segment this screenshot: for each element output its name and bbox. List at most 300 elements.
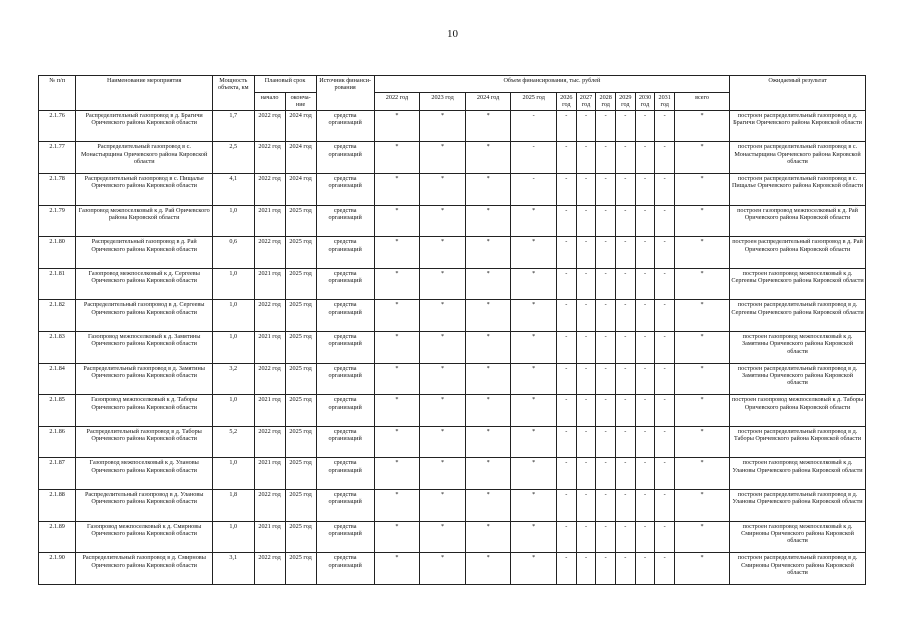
row-value: - [655,110,675,142]
row-name: Распределительный газопровод в д. Рай Оричевского района Кировской области [76,237,213,269]
row-value: * [374,174,420,206]
row-value: * [420,110,466,142]
row-value: - [511,174,557,206]
row-value: * [374,395,420,427]
row-result: построен распределительный газопровод в д. Сергеевы Оричевского района Кировской области [730,300,866,332]
header-year-2031: 2031 год [655,93,675,111]
row-value: - [596,237,616,269]
row-value: - [655,205,675,237]
row-start: 2022 год [254,142,285,174]
row-start: 2022 год [254,110,285,142]
row-value: * [420,142,466,174]
row-value: - [576,521,596,553]
row-value: - [556,395,576,427]
row-result: построен распределительный газопровод в д. Таборы Оричевского района Кировской области [730,426,866,458]
row-num: 2.1.78 [39,174,76,206]
row-value: - [655,395,675,427]
row-value: - [635,174,655,206]
row-value: - [635,395,655,427]
row-name: Распределительный газопровод в д. Смирновы Оричевского района Кировской области [76,553,213,585]
row-value: - [556,237,576,269]
row-value: * [675,268,730,300]
row-value: - [655,174,675,206]
row-value: * [465,237,511,269]
row-value: - [596,553,616,585]
row-value: - [576,458,596,490]
row-value: - [596,363,616,395]
row-value: * [420,426,466,458]
row-result: построен распределительный газопровод в д. Улановы Оричевского района Кировской области [730,489,866,521]
row-value: * [420,205,466,237]
row-capacity: 2,5 [213,142,254,174]
row-value: * [675,395,730,427]
row-value: * [465,110,511,142]
row-value: - [616,489,636,521]
row-value: * [374,521,420,553]
row-capacity: 1,0 [213,521,254,553]
header-term: Плановый срок [254,76,316,93]
row-end: 2025 год [285,363,316,395]
row-value: * [675,205,730,237]
header-funding: Объем финансирования, тыс. рублей [374,76,729,93]
row-num: 2.1.86 [39,426,76,458]
row-value: - [556,142,576,174]
row-num: 2.1.81 [39,268,76,300]
row-end: 2024 год [285,110,316,142]
row-value: - [576,395,596,427]
row-value: - [576,300,596,332]
row-value: - [576,363,596,395]
row-value: - [576,110,596,142]
row-num: 2.1.90 [39,553,76,585]
row-name: Распределительный газопровод в с. Монастырщина Оричевского района Кировской области [76,142,213,174]
row-value: * [374,205,420,237]
table-row [39,300,866,332]
row-result: построен распределительный газопровод в с. Пищалье Оричевского района Кировской области [730,174,866,206]
row-capacity: 1,0 [213,300,254,332]
row-value: - [655,458,675,490]
row-value: * [374,268,420,300]
row-value: - [556,426,576,458]
row-start: 2021 год [254,521,285,553]
row-value: - [655,489,675,521]
row-num: 2.1.79 [39,205,76,237]
row-end: 2025 год [285,521,316,553]
row-value: - [556,489,576,521]
row-value: - [655,331,675,363]
row-source: средства организаций [316,458,374,490]
row-value: * [511,521,557,553]
row-value: - [596,205,616,237]
row-capacity: 1,0 [213,331,254,363]
table-row [39,205,866,237]
row-source: средства организаций [316,395,374,427]
row-value: - [576,426,596,458]
row-value: * [465,174,511,206]
table-row [39,489,866,521]
row-value: * [420,363,466,395]
row-value: - [635,205,655,237]
header-year-2028: 2028 год [596,93,616,111]
row-value: - [616,458,636,490]
row-value: * [374,142,420,174]
row-num: 2.1.87 [39,458,76,490]
row-value: * [374,237,420,269]
header-capacity: Мощность объекта, км [213,76,254,111]
row-value: - [576,237,596,269]
row-end: 2025 год [285,331,316,363]
row-value: * [511,300,557,332]
row-result: построен газопровод межпоселковый к д. Улановы Оричевского района Кировской области [730,458,866,490]
row-start: 2022 год [254,426,285,458]
row-value: * [420,268,466,300]
row-start: 2022 год [254,237,285,269]
table-row [39,553,866,585]
header-num: № п/п [39,76,76,111]
header-year-2030: 2030 год [635,93,655,111]
row-value: - [655,363,675,395]
row-value: - [556,331,576,363]
row-value: * [465,142,511,174]
table-row [39,331,866,363]
row-result: построен газопровод межпоселковый к д. Замятины Оричевского района Кировской области [730,331,866,363]
row-value: - [616,426,636,458]
row-value: - [596,426,616,458]
row-value: - [556,363,576,395]
row-name: Газопровод межпоселковый к д. Сергеевы Оричевского района Кировской области [76,268,213,300]
row-value: - [655,268,675,300]
row-name: Газопровод межпоселковый к д. Смирновы Оричевского района Кировской области [76,521,213,553]
row-value: - [616,110,636,142]
row-value: * [465,268,511,300]
row-value: * [374,331,420,363]
row-value: * [675,331,730,363]
row-value: - [576,174,596,206]
row-value: * [420,174,466,206]
row-value: * [420,331,466,363]
row-result: построен распределительный газопровод в д. Замятины Оричевского района Кировской области [730,363,866,395]
row-name: Распределительный газопровод в д. Сергеевы Оричевского района Кировской области [76,300,213,332]
row-num: 2.1.85 [39,395,76,427]
table-header [39,76,866,111]
row-source: средства организаций [316,237,374,269]
row-value: * [465,521,511,553]
row-value: - [596,142,616,174]
row-source: средства организаций [316,174,374,206]
row-value: - [556,458,576,490]
row-value: - [556,110,576,142]
row-name: Газопровод межпоселковый к д. Таборы Оричевского района Кировской области [76,395,213,427]
row-value: * [675,110,730,142]
table-row [39,426,866,458]
row-value: - [576,331,596,363]
row-name: Распределительный газопровод в д. Таборы Оричевского района Кировской области [76,426,213,458]
row-value: * [675,300,730,332]
row-end: 2025 год [285,553,316,585]
row-num: 2.1.77 [39,142,76,174]
row-num: 2.1.82 [39,300,76,332]
row-value: - [635,142,655,174]
row-end: 2024 год [285,174,316,206]
row-value: - [635,458,655,490]
row-num: 2.1.88 [39,489,76,521]
row-result: построен газопровод межпоселковый к д. Таборы Оричевского района Кировской области [730,395,866,427]
row-capacity: 1,7 [213,110,254,142]
row-value: - [511,110,557,142]
row-value: - [616,142,636,174]
row-value: * [465,300,511,332]
row-name: Газопровод межпоселковый к д. Улановы Оричевского района Кировской области [76,458,213,490]
row-value: - [655,426,675,458]
row-result: построен распределительный газопровод в с. Монастырщина Оричевского района Кировской области [730,142,866,174]
table-row [39,363,866,395]
page-number: 10 [447,28,458,40]
row-value: - [556,300,576,332]
row-value: - [635,489,655,521]
row-value: - [635,331,655,363]
row-value: - [596,489,616,521]
row-value: * [511,205,557,237]
row-source: средства организаций [316,489,374,521]
row-value: * [420,300,466,332]
row-end: 2025 год [285,205,316,237]
row-value: * [465,426,511,458]
row-value: - [635,300,655,332]
row-value: - [616,331,636,363]
row-start: 2021 год [254,331,285,363]
table-row [39,458,866,490]
table-row [39,268,866,300]
row-value: - [616,395,636,427]
row-value: - [596,458,616,490]
row-value: - [576,142,596,174]
row-value: * [465,458,511,490]
row-value: - [576,489,596,521]
row-value: - [616,300,636,332]
row-value: - [616,268,636,300]
row-value: - [616,363,636,395]
row-value: * [420,521,466,553]
row-end: 2025 год [285,426,316,458]
row-capacity: 3,2 [213,363,254,395]
row-num: 2.1.80 [39,237,76,269]
row-num: 2.1.76 [39,110,76,142]
row-name: Газопровод межпоселковый к д. Рай Оричевского района Кировской области [76,205,213,237]
row-num: 2.1.89 [39,521,76,553]
row-value: - [596,110,616,142]
row-value: - [655,553,675,585]
row-value: - [556,205,576,237]
table-body [39,110,866,584]
row-source: средства организаций [316,553,374,585]
row-value: * [511,489,557,521]
row-value: * [465,205,511,237]
row-capacity: 1,8 [213,489,254,521]
row-value: - [655,237,675,269]
header-result: Ожидаемый результат [730,76,866,111]
row-name: Распределительный газопровод в д. Брагичи Оричевского района Кировской области [76,110,213,142]
row-value: * [465,489,511,521]
row-value: * [511,395,557,427]
row-value: * [465,553,511,585]
row-value: * [465,331,511,363]
row-value: - [596,300,616,332]
row-value: * [675,458,730,490]
table-row [39,110,866,142]
row-capacity: 1,0 [213,458,254,490]
row-value: * [374,553,420,585]
header-year-2027: 2027 год [576,93,596,111]
row-value: - [635,110,655,142]
table-row [39,395,866,427]
row-source: средства организаций [316,142,374,174]
row-source: средства организаций [316,331,374,363]
row-value: - [576,553,596,585]
row-value: - [576,268,596,300]
row-source: средства организаций [316,363,374,395]
row-result: построен газопровод межпоселковый к д. Смирновы Оричевского района Кировской области [730,521,866,553]
row-value: * [420,458,466,490]
header-term-start: начало [254,93,285,111]
row-capacity: 1,0 [213,268,254,300]
row-num: 2.1.84 [39,363,76,395]
row-capacity: 4,1 [213,174,254,206]
row-end: 2025 год [285,489,316,521]
row-source: средства организаций [316,521,374,553]
row-end: 2025 год [285,237,316,269]
row-value: - [635,426,655,458]
row-start: 2021 год [254,268,285,300]
row-value: - [655,142,675,174]
header-year-2025: 2025 год [511,93,557,111]
row-value: - [616,553,636,585]
row-value: * [374,363,420,395]
table-row [39,174,866,206]
row-value: * [675,174,730,206]
table-row [39,142,866,174]
row-name: Газопровод межпоселковый к д. Замятины Оричевского района Кировской области [76,331,213,363]
row-value: * [374,426,420,458]
row-value: * [420,553,466,585]
funding-table [38,75,866,585]
row-capacity: 1,0 [213,395,254,427]
row-end: 2024 год [285,142,316,174]
row-value: - [596,331,616,363]
row-result: построен распределительный газопровод в д. Брагичи Оричевского района Кировской области [730,110,866,142]
row-value: * [511,268,557,300]
row-value: - [596,174,616,206]
row-end: 2025 год [285,395,316,427]
row-value: - [556,521,576,553]
row-value: * [675,553,730,585]
row-value: - [616,237,636,269]
row-end: 2025 год [285,300,316,332]
row-value: - [596,395,616,427]
row-value: * [675,142,730,174]
row-value: - [635,521,655,553]
row-value: - [655,300,675,332]
row-value: * [420,237,466,269]
row-start: 2022 год [254,553,285,585]
row-value: * [420,395,466,427]
row-capacity: 3,1 [213,553,254,585]
header-year-2024: 2024 год [465,93,511,111]
row-capacity: 5,2 [213,426,254,458]
row-source: средства организаций [316,268,374,300]
row-value: - [616,521,636,553]
row-result: построен распределительный газопровод в д. Смирновы Оричевского района Кировской области [730,553,866,585]
header-term-end: оконча-ние [285,93,316,111]
header-name: Наименование мероприятия [76,76,213,111]
header-source: Источник финанси-рования [316,76,374,111]
table-row [39,237,866,269]
header-year-2026: 2026 год [556,93,576,111]
row-value: - [635,237,655,269]
row-value: * [374,458,420,490]
row-value: * [511,363,557,395]
row-source: средства организаций [316,300,374,332]
row-result: построен газопровод межпоселковый к д. Рай Оричевского района Кировской области [730,205,866,237]
row-value: - [655,521,675,553]
header-total: всего [675,93,730,111]
row-value: - [556,268,576,300]
row-result: построен распределительный газопровод в д. Рай Оричевского района Кировской области [730,237,866,269]
table-row [39,521,866,553]
header-year-2022: 2022 год [374,93,420,111]
row-end: 2025 год [285,268,316,300]
row-source: средства организаций [316,110,374,142]
row-value: - [576,205,596,237]
row-value: - [635,553,655,585]
row-capacity: 0,6 [213,237,254,269]
row-value: * [374,489,420,521]
row-start: 2022 год [254,363,285,395]
row-value: * [511,426,557,458]
row-value: - [596,268,616,300]
row-value: * [511,458,557,490]
row-value: * [675,426,730,458]
row-value: - [616,174,636,206]
row-value: - [635,363,655,395]
row-source: средства организаций [316,426,374,458]
row-result: построен газопровод межпоселковый к д. Сергеевы Оричевского района Кировской области [730,268,866,300]
row-value: - [635,268,655,300]
row-name: Распределительный газопровод в с. Пищалье Оричевского района Кировской области [76,174,213,206]
row-value: - [556,553,576,585]
row-value: * [420,489,466,521]
row-start: 2021 год [254,205,285,237]
row-value: - [616,205,636,237]
row-value: * [675,489,730,521]
row-value: * [374,110,420,142]
row-value: - [556,174,576,206]
row-value: * [511,237,557,269]
row-value: * [675,237,730,269]
row-capacity: 1,0 [213,205,254,237]
header-year-2029: 2029 год [616,93,636,111]
row-value: * [465,395,511,427]
row-name: Распределительный газопровод в д. Улановы Оричевского района Кировской области [76,489,213,521]
row-value: - [596,521,616,553]
row-start: 2021 год [254,395,285,427]
row-name: Распределительный газопровод в д. Замятины Оричевского района Кировской области [76,363,213,395]
row-value: * [374,300,420,332]
row-source: средства организаций [316,205,374,237]
row-start: 2022 год [254,489,285,521]
row-value: * [511,331,557,363]
row-start: 2022 год [254,300,285,332]
header-year-2023: 2023 год [420,93,466,111]
